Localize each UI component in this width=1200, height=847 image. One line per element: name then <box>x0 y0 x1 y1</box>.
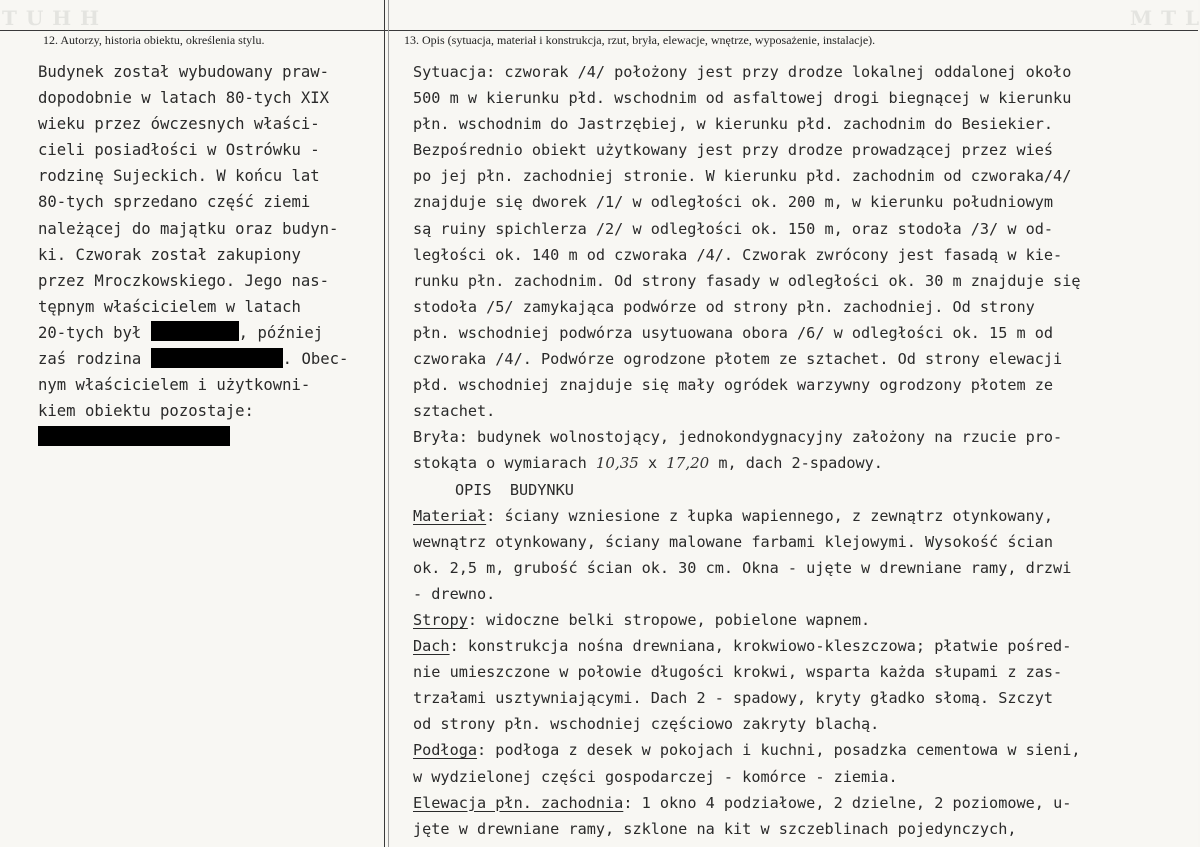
history-column <box>38 59 378 450</box>
text-line: po jej płn. zachodniej stronie. W kierunku płd. zachodnim od czworaka/4/ <box>413 167 1072 186</box>
text-line: przez Mroczkowskiego. Jego nas- <box>38 271 330 290</box>
text-line: dopodobnie w latach 80-tych XIX <box>38 89 330 108</box>
text-line: czworaka /4/. Podwórze ogrodzone płotem ze sztachet. Od strony elewacji <box>413 350 1063 369</box>
text-line: runku płn. zachodnim. Od strony fasady w odległości ok. 30 m znajduje się <box>413 271 1081 290</box>
text-line: nie umieszczone w połowie długości krokwi, wsparta każda słupami z zas- <box>413 663 1063 682</box>
text-fragment: m, dach 2-spadowy. <box>709 454 883 473</box>
text-line: wieku przez ówczesnych właści- <box>38 115 320 134</box>
text-line: Bezpośrednio obiekt użytkowany jest przy drodze prowadzącej przez wieś <box>413 141 1054 160</box>
text-fragment: zaś rodzina <box>38 350 151 369</box>
redaction-block <box>38 426 230 446</box>
text-line: są ruiny spichlerza /2/ w odległości ok. 150 m, oraz stodoła /3/ w od- <box>413 219 1054 238</box>
text-line: jęte w drewniane ramy, szklone na kit w szczeblinach pojedynczych, <box>413 819 1017 838</box>
text-line: kiem obiektu pozostaje: <box>38 402 254 421</box>
text-line: 80-tych sprzedano część ziemi <box>38 193 311 212</box>
description-column <box>413 59 1183 842</box>
text-line: stodoła /5/ zamykająca podwórze od strony płn. zachodniej. Od strony <box>413 297 1035 316</box>
text-fragment: . Obec- <box>282 350 349 369</box>
column-divider <box>384 0 385 847</box>
label-material: Materiał <box>413 506 487 525</box>
text-line: w wydzielonej części gospodarczej - komórce - ziemia. <box>413 767 898 786</box>
text-line: płn. wschodnim do Jastrzębiej, w kierunku płd. zachodnim do Besiekier. <box>413 115 1054 134</box>
text-line: należącej do majątku oraz budyn- <box>38 219 339 238</box>
label-podloga: Podłoga <box>413 741 478 760</box>
label-stropy: Stropy <box>413 610 468 629</box>
text-line: ki. Czworak został zakupiony <box>38 245 301 264</box>
text-line: od strony płn. wschodniej częściowo zakryty blachą. <box>413 715 880 734</box>
text-fragment: , później <box>238 323 324 342</box>
text-line: ok. 2,5 m, grubość ścian ok. 30 cm. Okna - ujęte w drewniane ramy, drzwi <box>413 558 1072 577</box>
text-line <box>413 607 1183 633</box>
text-line: Bryła: budynek wolnostojący, jednokondygnacyjny założony na rzucie pro- <box>413 428 1063 447</box>
header-rule <box>0 30 1198 31</box>
text-line: nym właścicielem i użytkowni- <box>38 376 311 395</box>
text-line: trzałami usztywniającymi. Dach 2 - spadowy, kryty gładko słomą. Szczyt <box>413 689 1054 708</box>
text-fragment: x <box>638 454 667 473</box>
text-fragment: stokąta o wymiarach <box>413 454 596 473</box>
text-line <box>413 737 1183 763</box>
text-fragment: : 1 okno 4 podziałowe, 2 dzielne, 2 poziomowe, u- <box>623 793 1072 812</box>
text-line <box>38 346 378 372</box>
text-line: - drewno. <box>413 584 496 603</box>
text-line: płn. wschodniej podwórza usytuowana obora /6/ w odległości ok. 15 m od <box>413 323 1054 342</box>
text-line <box>413 503 1183 529</box>
text-line <box>413 450 1183 476</box>
text-line <box>413 790 1183 816</box>
text-line: płd. wschodniej znajduje się mały ogródek warzywny ogrodzony płotem ze <box>413 376 1054 395</box>
label-dach: Dach <box>413 637 450 656</box>
text-line <box>38 424 378 450</box>
text-line: tępnym właścicielem w latach <box>38 297 301 316</box>
handwritten-dimension: 17,20 <box>666 454 710 473</box>
section-title: OPIS BUDYNKU <box>455 480 574 499</box>
text-line <box>38 320 378 346</box>
redaction-block <box>151 348 283 368</box>
text-line: Sytuacja: czworak /4/ położony jest przy drodze lokalnej oddalonej około <box>413 63 1072 81</box>
bleed-through-text: M T L <box>1130 6 1200 30</box>
text-fragment: : podłoga z desek w pokojach i kuchni, posadzka cementowa w sieni, <box>477 741 1081 760</box>
text-fragment: 20-tych był <box>38 323 151 342</box>
text-line <box>413 633 1183 659</box>
text-fragment: : ściany wzniesione z łupka wapiennego, z zewnątrz otynkowany, <box>486 506 1054 525</box>
section-13-header: 13. Opis (sytuacja, materiał i konstrukcja, rzut, bryła, elewacje, wnętrze, wyposażenie, instalacje). <box>404 33 876 47</box>
text-line: rodzinę Sujeckich. W końcu lat <box>38 167 320 186</box>
text-line: sztachet. <box>413 402 496 421</box>
text-fragment: : widoczne belki stropowe, pobielone wapnem. <box>467 610 871 629</box>
section-12-header: 12. Autorzy, historia obiektu, określenia stylu. <box>43 33 265 47</box>
handwritten-dimension: 10,35 <box>595 454 639 473</box>
column-divider-shadow <box>388 0 389 847</box>
text-line: cieli posiadłości w Ostrówku - <box>38 141 320 160</box>
label-elewacja: Elewacja płn. zachodnia <box>413 793 624 812</box>
text-line: Budynek został wybudowany praw- <box>38 63 330 81</box>
text-line: ległości ok. 140 m od czworaka /4/. Czworak zwrócony jest fasadą w kie- <box>413 245 1063 264</box>
text-line: wewnątrz otynkowany, ściany malowane farbami klejowymi. Wysokość ścian <box>413 532 1054 551</box>
text-line: znajduje się dworek /1/ w odległości ok. 200 m, w kierunku południowym <box>413 193 1054 212</box>
text-line: 500 m w kierunku płd. wschodnim od asfaltowej drogi biegnącej w kierunku <box>413 89 1072 108</box>
text-fragment: : konstrukcja nośna drewniana, krokwiowo-kleszczowa; płatwie pośred- <box>449 637 1072 656</box>
bleed-through-text: T U H H <box>2 6 101 30</box>
redaction-block <box>151 321 239 341</box>
